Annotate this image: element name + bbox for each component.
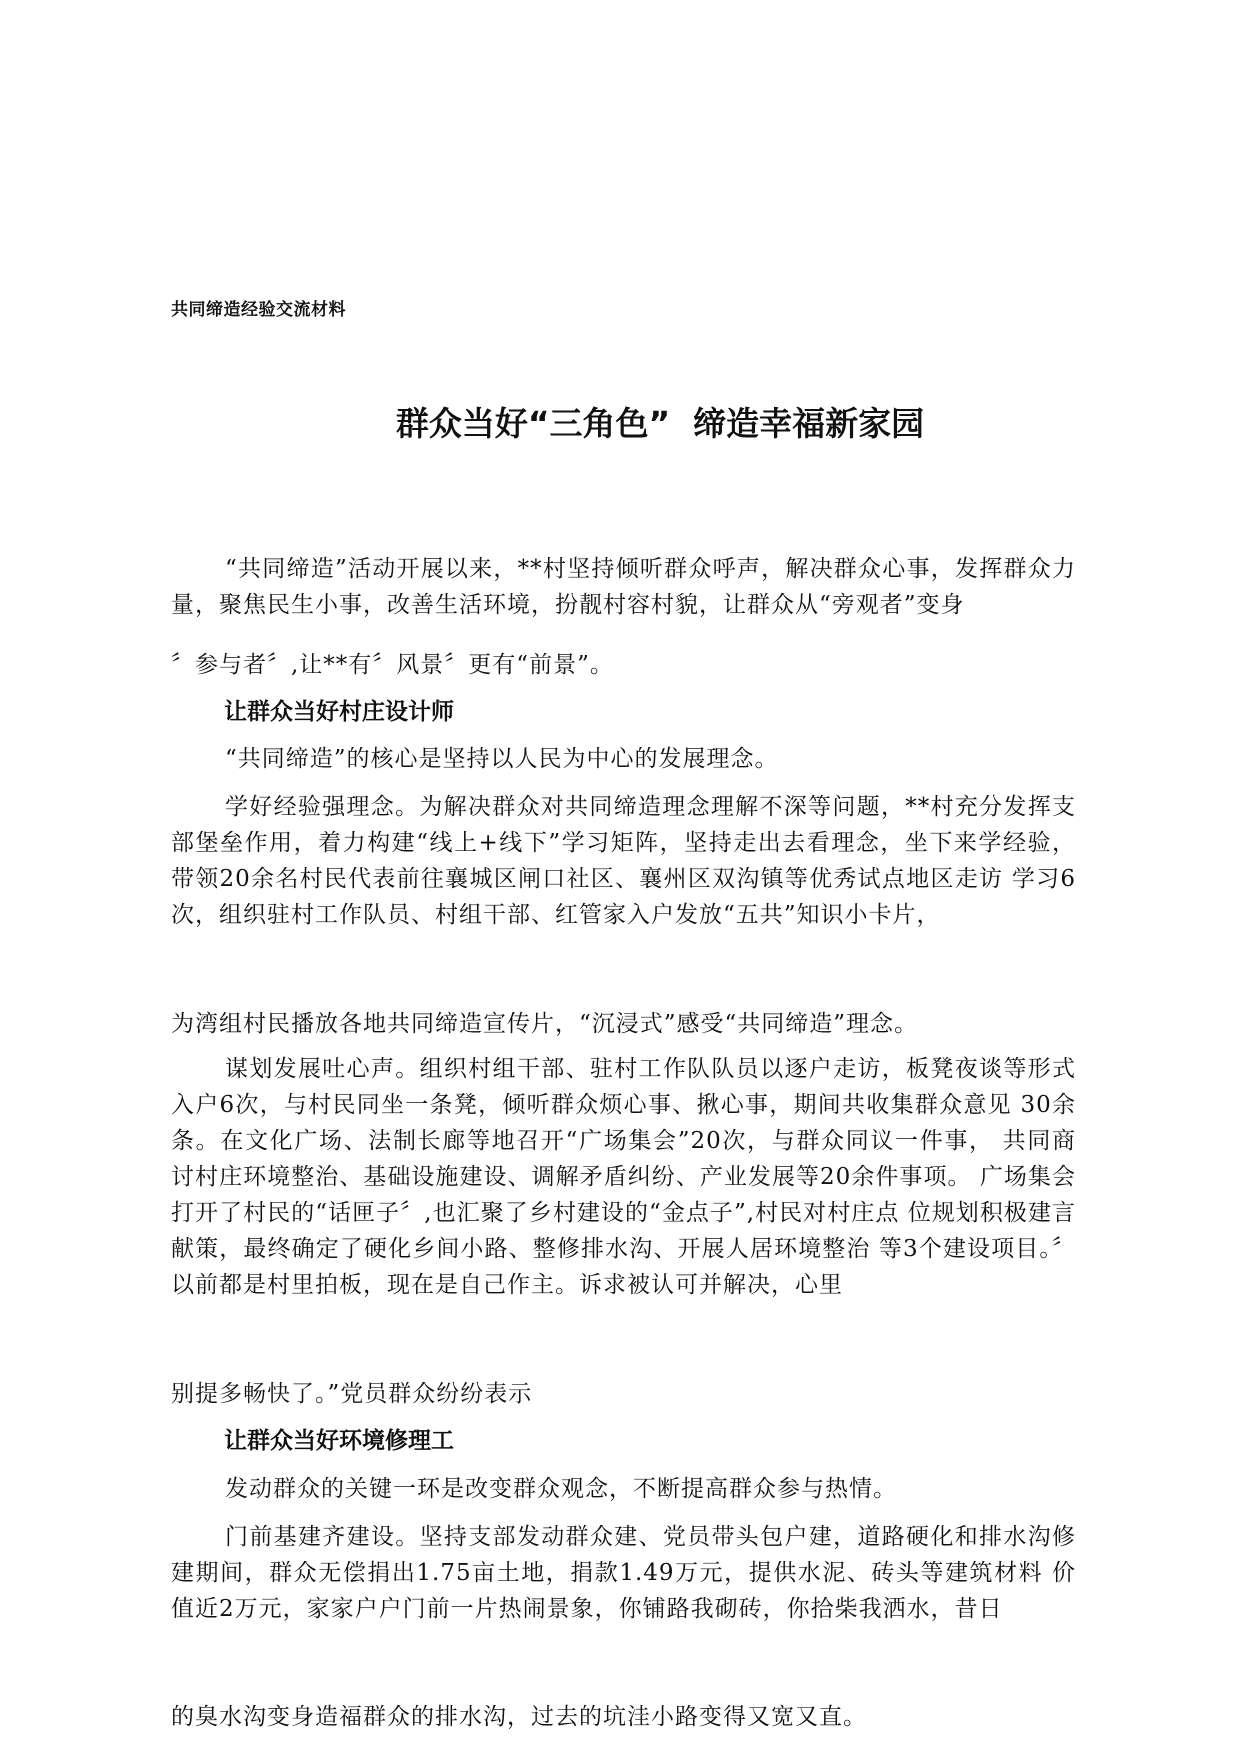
- section-heading-designer: 让群众当好村庄设计师: [224, 699, 454, 725]
- section2-paragraph-building: 门前基建齐建设。坚持支部发动群众建、党员带头包户建，道路硬化和排水沟修建期间，群众无偿捐出1.75亩土地，捐款1.49万元，提供水泥、砖头等建筑材料 价值近2万元，家家户户门前一片热闹景象，你铺路我砌砖，你拾柴我洒水，昔日: [171, 1524, 1076, 1622]
- section-heading-repairer: 让群众当好环境修理工: [224, 1428, 454, 1454]
- document-title: 群众当好“三角色” 缔造幸福新家园: [395, 404, 925, 443]
- section1-paragraph-planning-end: 别提多畅快了。”党员群众纷纷表示: [171, 1381, 533, 1407]
- section1-paragraph-learning-end: 为湾组村民播放各地共同缔造宣传片，“沉浸式”感受“共同缔造”理念。: [171, 1011, 919, 1037]
- intro-paragraph: “共同缔造”活动开展以来，**村坚持倾听群众呼声，解决群众心事，发挥群众力量，聚焦民生小事，改善生活环境，扮靓村容村貌，让群众从“旁观者”变身: [171, 556, 1076, 618]
- section2-paragraph-building-end: 的臭水沟变身造福群众的排水沟，过去的坑洼小路变得又宽又直。: [171, 1704, 867, 1730]
- intro-paragraph-end: 〞参与者〞,让**有〞风景〞更有“前景”。: [171, 652, 614, 678]
- document-label: 共同缔造经验交流材料: [171, 300, 346, 320]
- section1-lead: “共同缔造”的核心是坚持以人民为中心的发展理念。: [225, 746, 779, 772]
- section2-lead: 发动群众的关键一环是改变群众观念，不断提高群众参与热情。: [225, 1476, 897, 1502]
- section1-paragraph-planning: 谋划发展吐心声。组织村组干部、驻村工作队队员以逐户走访，板凳夜谈等形式入户6次，与村民同坐一条凳，倾听群众烦心事、揪心事，期间共收集群众意见 30余条。在文化广场、法制长廊等地召开“广场集会”20次，与群众同议一件事， 共同商讨村庄环境整治、基础设施建设、调解矛盾纠纷、产业发展等20余件事项。 广场集会打开了村民的“话匣子〞,也汇聚了乡村建设的“金点子”,村民对村庄点 位规划积极建言献策，最终确定了硬化乡间小路、整修排水沟、开展人居环境整治 等3个建设项目。〞以前都是村里拍板，现在是自己作主。诉求被认可并解决，心里: [171, 1056, 1076, 1298]
- section1-paragraph-learning: 学好经验强理念。为解决群众对共同缔造理念理解不深等问题，**村充分发挥支部堡垒作用，着力构建“线上+线下”学习矩阵，坚持走出去看理念，坐下来学经验，带领20余名村民代表前往襄城区闸口社区、襄州区双沟镇等优秀试点地区走访 学习6次，组织驻村工作队员、村组干部、红管家入户发放“五共”知识小卡片，: [171, 794, 1076, 928]
